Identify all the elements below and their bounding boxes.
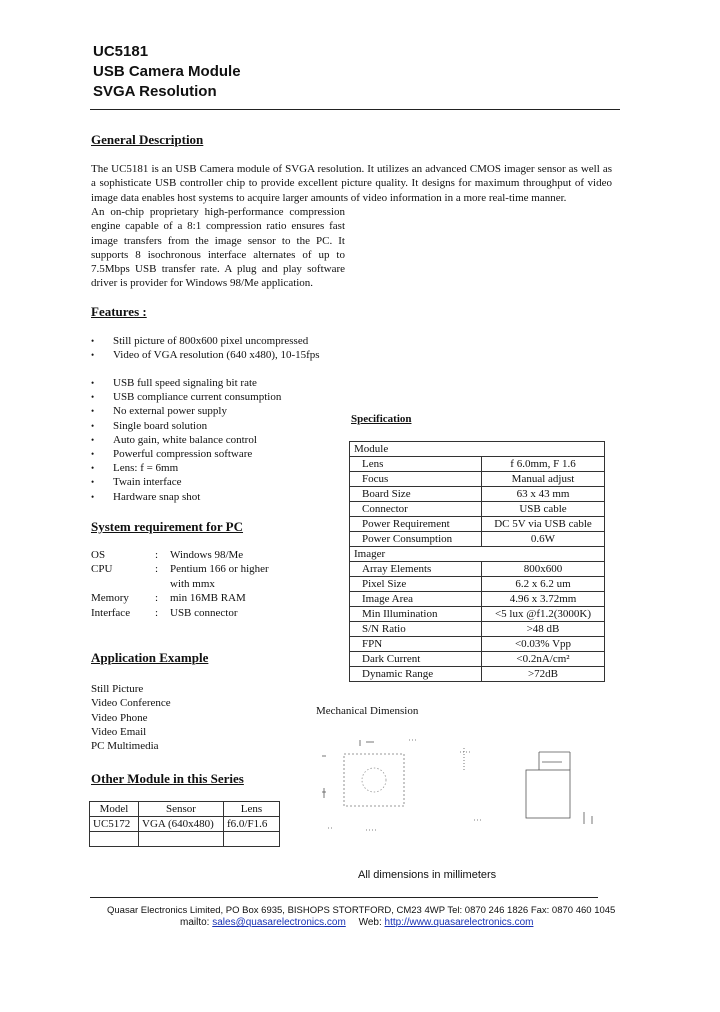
spec-row: [350, 517, 605, 532]
spec-label: Power Requirement: [350, 517, 482, 532]
features-list-2: [91, 376, 281, 504]
feature-item: • No external power supply: [91, 404, 281, 418]
spec-label: FPN: [350, 637, 482, 652]
application-item: Video Conference: [91, 697, 171, 710]
footer-rule: [90, 897, 598, 898]
spec-row: [350, 487, 605, 502]
spec-label: Dark Current: [350, 652, 482, 667]
other-cell-sensor: VGA (640x480): [139, 817, 224, 832]
feature-item: • Video of VGA resolution (640 x480), 10-15fps: [91, 348, 320, 362]
spec-label: Connector: [350, 502, 482, 517]
spec-value: 63 x 43 mm: [482, 487, 605, 502]
spec-value: 800x600: [482, 562, 605, 577]
system-key: CPU: [91, 563, 113, 576]
compression-paragraph: An on-chip proprietary high-performance compression engine capable of a 8:1 compression ratio ensures fast image transfers from the image sensor to the PC. It supports 8 isochronous interface alternates of up to 7.5Mbps USB transfer rate. A plug and play software driver is provider for Windows 98/Me application.: [91, 206, 345, 290]
spec-row: [350, 652, 605, 667]
specification-table: [349, 441, 605, 682]
features-heading: Features :: [91, 304, 147, 319]
product-title: USB Camera Module: [93, 63, 241, 80]
general-description-paragraph: The UC5181 is an USB Camera module of SVGA resolution. It utilizes an advanced CMOS imager sensor as well as a sophisticate USB controller chip to provide excellent picture quality. It designs for maximum throughput of video image data enables host systems to acquire larger amounts of video information in a more real-time manner.: [91, 163, 612, 204]
feature-item: • USB compliance current consumption: [91, 390, 281, 404]
email-link[interactable]: sales@quasarelectronics.com: [212, 917, 346, 928]
system-value: Windows 98/Me: [170, 549, 244, 561]
feature-item: • Single board solution: [91, 419, 281, 433]
spec-value: DC 5V via USB cable: [482, 517, 605, 532]
spec-label: Array Elements: [350, 562, 482, 577]
spec-group-module-row: [350, 442, 605, 457]
system-row: [91, 606, 351, 620]
other-empty-cell: [90, 832, 139, 847]
spec-row: [350, 607, 605, 622]
spec-value: Manual adjust: [482, 472, 605, 487]
spec-value: <5 lux @f1.2(3000K): [482, 607, 605, 622]
general-description-heading: General Description: [91, 132, 204, 147]
spec-row: [350, 472, 605, 487]
system-row: [91, 591, 351, 605]
spec-group-module: Module: [350, 442, 605, 457]
spec-label: Min Illumination: [350, 607, 482, 622]
feature-item: • Lens: f = 6mm: [91, 461, 281, 475]
spec-value: >72dB: [482, 667, 605, 682]
spec-label: Board Size: [350, 487, 482, 502]
spec-label: Pixel Size: [350, 577, 482, 592]
mechanical-drawing: [314, 732, 614, 842]
application-item: Still Picture: [91, 683, 144, 695]
system-requirement-heading: System requirement for PC: [91, 519, 244, 534]
spec-row: [350, 637, 605, 652]
other-header-sensor: Sensor: [139, 802, 224, 817]
resolution-title: SVGA Resolution: [93, 83, 217, 100]
spec-row: [350, 532, 605, 547]
spec-value: 0.6W: [482, 532, 605, 547]
system-row: [91, 548, 351, 562]
system-key: Interface: [91, 606, 131, 619]
system-requirement-list: [91, 548, 351, 620]
spec-row: [350, 667, 605, 682]
dimensions-caption: All dimensions in millimeters: [358, 869, 497, 881]
spec-label: Dynamic Range: [350, 667, 482, 682]
system-value: Pentium 166 or higher: [170, 563, 269, 576]
other-header-lens: Lens: [224, 802, 280, 817]
web-label: Web:: [358, 917, 382, 928]
system-value: USB connector: [170, 606, 238, 619]
other-module-table: [89, 801, 280, 847]
spec-label: Lens: [350, 457, 482, 472]
system-row: [91, 577, 351, 591]
spec-row: [350, 562, 605, 577]
system-key: Memory: [91, 592, 129, 605]
spec-row: [350, 592, 605, 607]
application-example-heading: Application Example: [91, 650, 209, 665]
feature-item: • Powerful compression software: [91, 447, 281, 461]
spec-value: >48 dB: [482, 622, 605, 637]
spec-value: 6.2 x 6.2 um: [482, 577, 605, 592]
feature-item: • USB full speed signaling bit rate: [91, 376, 281, 390]
other-empty-cell: [139, 832, 224, 847]
mail-label: mailto:: [180, 917, 210, 928]
spec-row: [350, 457, 605, 472]
specification-heading: Specification: [351, 413, 412, 425]
spec-label: Focus: [350, 472, 482, 487]
spec-row: [350, 622, 605, 637]
spec-value: f 6.0mm, F 1.6: [482, 457, 605, 472]
spec-label: S/N Ratio: [350, 622, 482, 637]
feature-item: • Still picture of 800x600 pixel uncompressed: [91, 334, 320, 348]
spec-value: <0.2nA/cm²: [482, 652, 605, 667]
application-item: Video Email: [91, 725, 147, 738]
spec-group-imager-row: [350, 547, 605, 562]
spec-label: Power Consumption: [350, 532, 482, 547]
feature-item: • Twain interface: [91, 475, 281, 489]
system-value: with mmx: [170, 577, 215, 590]
website-link[interactable]: http://www.quasarelectronics.com: [384, 917, 534, 928]
spec-value: 4.96 x 3.72mm: [482, 592, 605, 607]
other-header-model: Model: [90, 802, 139, 817]
footer-address: Quasar Electronics Limited, PO Box 6935, BISHOPS STORTFORD, CM23 4WP Tel: 0870 246 1826 Fax: 0870 460 1045: [107, 905, 616, 916]
other-empty-cell: [224, 832, 280, 847]
application-item: Video Phone: [91, 711, 148, 724]
spec-value: <0.03% Vpp: [482, 637, 605, 652]
features-list-1: [91, 334, 320, 362]
footer-contact: [180, 917, 533, 928]
spec-row: [350, 577, 605, 592]
spec-row: [350, 502, 605, 517]
mechanical-dimension-title: Mechanical Dimension: [316, 705, 419, 717]
model-title: UC5181: [93, 43, 149, 60]
system-colon: :: [155, 606, 159, 619]
system-colon: :: [155, 563, 159, 576]
system-row: [91, 562, 351, 576]
system-value: min 16MB RAM: [170, 592, 246, 605]
other-cell-model: UC5172: [90, 817, 139, 832]
application-item: PC Multimedia: [91, 740, 159, 753]
spec-label: Image Area: [350, 592, 482, 607]
system-colon: :: [155, 549, 159, 561]
spec-group-imager: Imager: [350, 547, 605, 562]
system-key: OS: [91, 549, 106, 561]
spec-value: USB cable: [482, 502, 605, 517]
application-list: [91, 682, 171, 753]
feature-item: • Auto gain, white balance control: [91, 433, 281, 447]
other-module-heading: Other Module in this Series: [91, 771, 244, 786]
feature-item: • Hardware snap shot: [91, 490, 281, 504]
other-cell-lens: f6.0/F1.6: [224, 817, 280, 832]
header-rule: [90, 109, 620, 110]
system-colon: :: [155, 592, 159, 605]
